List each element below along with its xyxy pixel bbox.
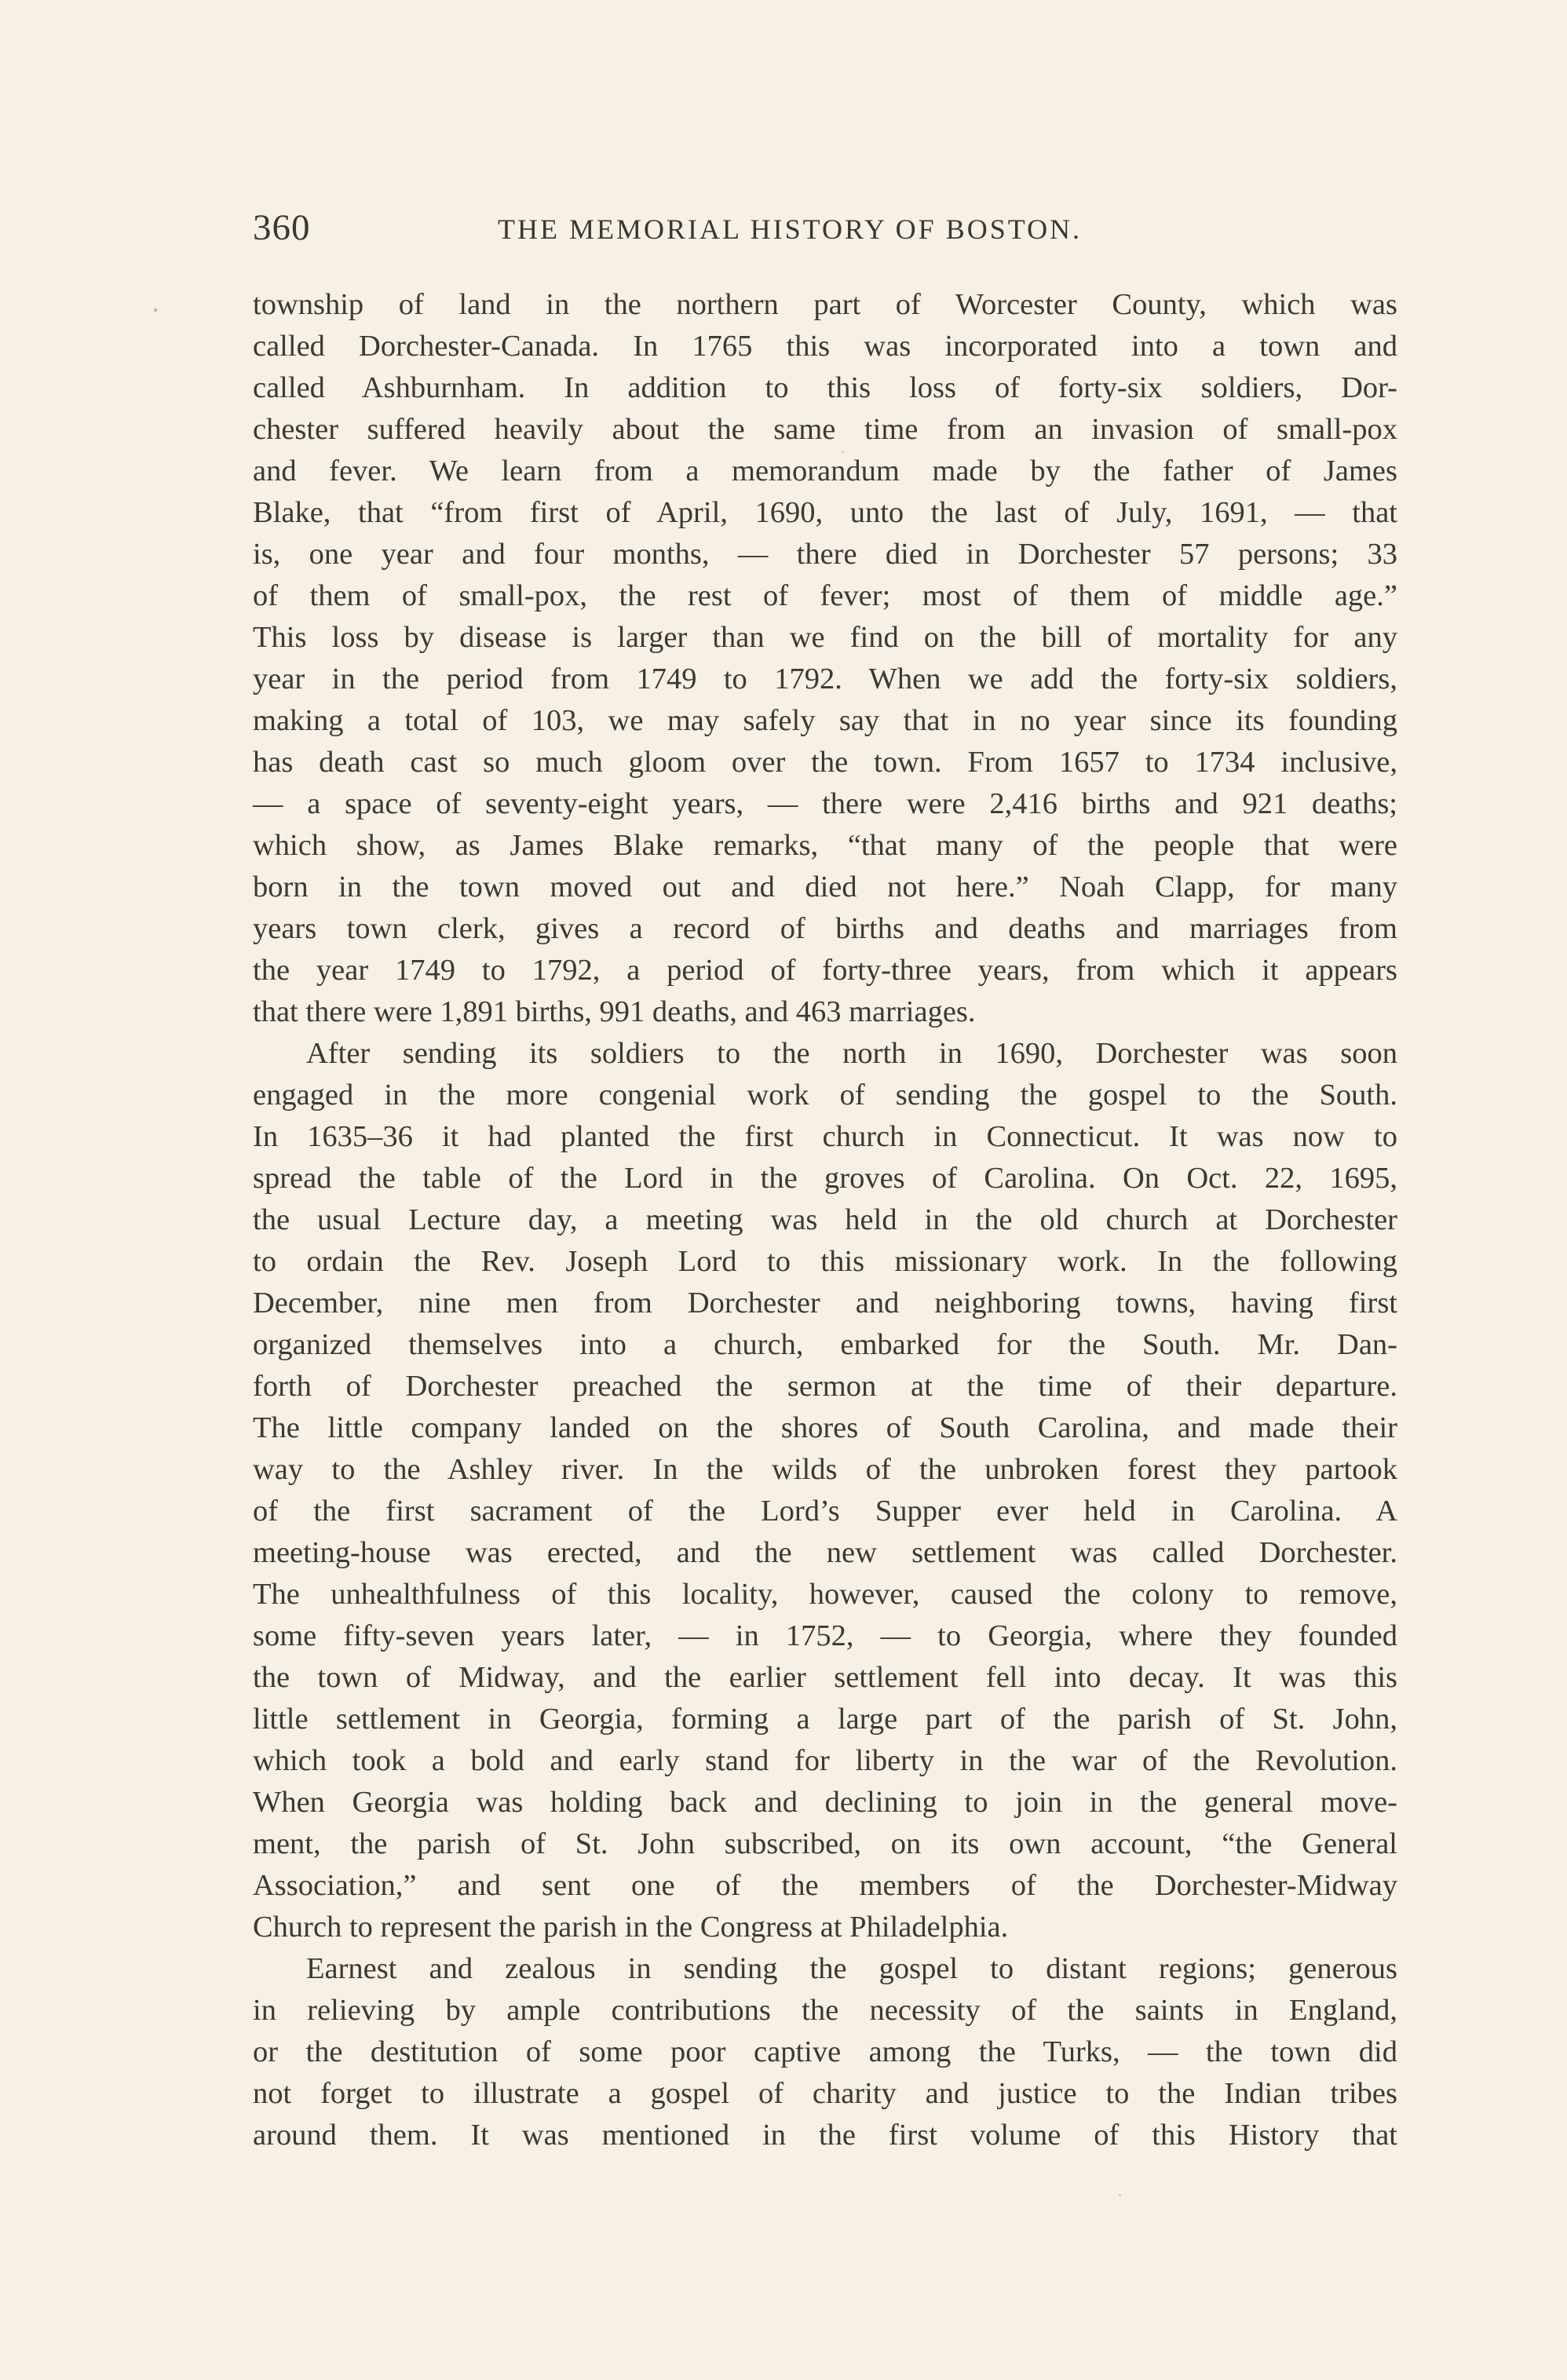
text-line: meeting-house was erected, and the new settlement was called Dorchester. [253,1536,1397,1569]
margin-mark [154,308,157,312]
text-line: which show, as James Blake remarks, “that many of the people that were [253,829,1397,862]
paper-speck [1119,2194,1121,2196]
paragraph [253,1948,1397,2156]
text-line: the usual Lecture day, a meeting was held in the old church at Dorchester [253,1203,1397,1236]
text-line: born in the town moved out and died not here.” Noah Clapp, for many [253,871,1397,903]
text-line: years town clerk, gives a record of births and deaths and marriages from [253,912,1397,945]
text-line: December, nine men from Dorchester and neighboring towns, having first [253,1287,1397,1320]
text-line: forth of Dorchester preached the sermon at the time of their departure. [253,1370,1397,1403]
text-line: not forget to illustrate a gospel of charity and justice to the Indian tribes [253,2077,1397,2110]
text-line: This loss by disease is larger than we find on the bill of mortality for any [253,621,1397,654]
text-line: the year 1749 to 1792, a period of forty-three years, from which it appears [253,954,1397,987]
text-line: some fifty-seven years later, — in 1752, — to Georgia, where they founded [253,1619,1397,1652]
text-line: When Georgia was holding back and declining to join in the general move- [253,1786,1397,1819]
text-line: is, one year and four months, — there died in Dorchester 57 persons; 33 [253,538,1397,571]
running-head: THE MEMORIAL HISTORY OF BOSTON. [498,214,1083,245]
text-line: has death cast so much gloom over the town. From 1657 to 1734 inclusive, [253,746,1397,779]
page-number: 360 [253,207,311,248]
text-line: and fever. We learn from a memorandum made by the father of James [253,454,1397,487]
text-line: The little company landed on the shores of South Carolina, and made their [253,1411,1397,1444]
text-line: that there were 1,891 births, 991 deaths, and 463 marriages. [253,995,976,1028]
text-line: The unhealthfulness of this locality, however, caused the colony to remove, [253,1578,1397,1611]
paragraph [253,1033,1397,1948]
text-line: Church to represent the parish in the Congress at Philadelphia. [253,1911,1009,1944]
text-line: little settlement in Georgia, forming a large part of the parish of St. John, [253,1703,1397,1736]
text-line: to ordain the Rev. Joseph Lord to this missionary work. In the following [253,1245,1397,1278]
text-line: — a space of seventy-eight years, — there were 2,416 births and 921 deaths; [253,787,1397,820]
text-line: ment, the parish of St. John subscribed, on its own account, “the General [253,1827,1397,1860]
text-line: of the first sacrament of the Lord’s Supper ever held in Carolina. A [253,1495,1397,1528]
text-line: After sending its soldiers to the north in 1690, Dorchester was soon [306,1037,1397,1070]
page-header [253,200,1397,255]
text-line: which took a bold and early stand for liberty in the war of the Revolution. [253,1744,1397,1777]
text-line: chester suffered heavily about the same time from an invasion of small-pox [253,413,1397,446]
text-line: called Dorchester-Canada. In 1765 this was incorporated into a town and [253,330,1397,363]
paragraph [253,284,1397,1033]
text-line: way to the Ashley river. In the wilds of the unbroken forest they partook [253,1453,1397,1486]
text-line: around them. It was mentioned in the first volume of this History that [253,2119,1397,2152]
body-text [253,284,1397,2156]
text-line: engaged in the more congenial work of sending the gospel to the South. [253,1079,1397,1112]
text-line: making a total of 103, we may safely say that in no year since its founding [253,704,1397,737]
text-line: In 1635–36 it had planted the first church in Connecticut. It was now to [253,1120,1397,1153]
text-line: Blake, that “from first of April, 1690, unto the last of July, 1691, — that [253,496,1397,529]
text-line: of them of small-pox, the rest of fever; most of them of middle age.” [253,579,1397,612]
text-line: in relieving by ample contributions the necessity of the saints in England, [253,1994,1397,2027]
text-line: called Ashburnham. In addition to this loss of forty-six soldiers, Dor- [253,371,1397,404]
text-line: organized themselves into a church, embarked for the South. Mr. Dan- [253,1328,1397,1361]
text-line: spread the table of the Lord in the groves of Carolina. On Oct. 22, 1695, [253,1162,1397,1195]
text-line: or the destitution of some poor captive among the Turks, — the town did [253,2035,1397,2068]
text-line: Earnest and zealous in sending the gospel to distant regions; generous [306,1952,1397,1985]
text-line: year in the period from 1749 to 1792. When we add the forty-six soldiers, [253,663,1397,695]
text-line: the town of Midway, and the earlier settlement fell into decay. It was this [253,1661,1397,1694]
text-line: Association,” and sent one of the members of the Dorchester-Midway [253,1869,1397,1902]
text-line: township of land in the northern part of Worcester County, which was [253,288,1397,321]
